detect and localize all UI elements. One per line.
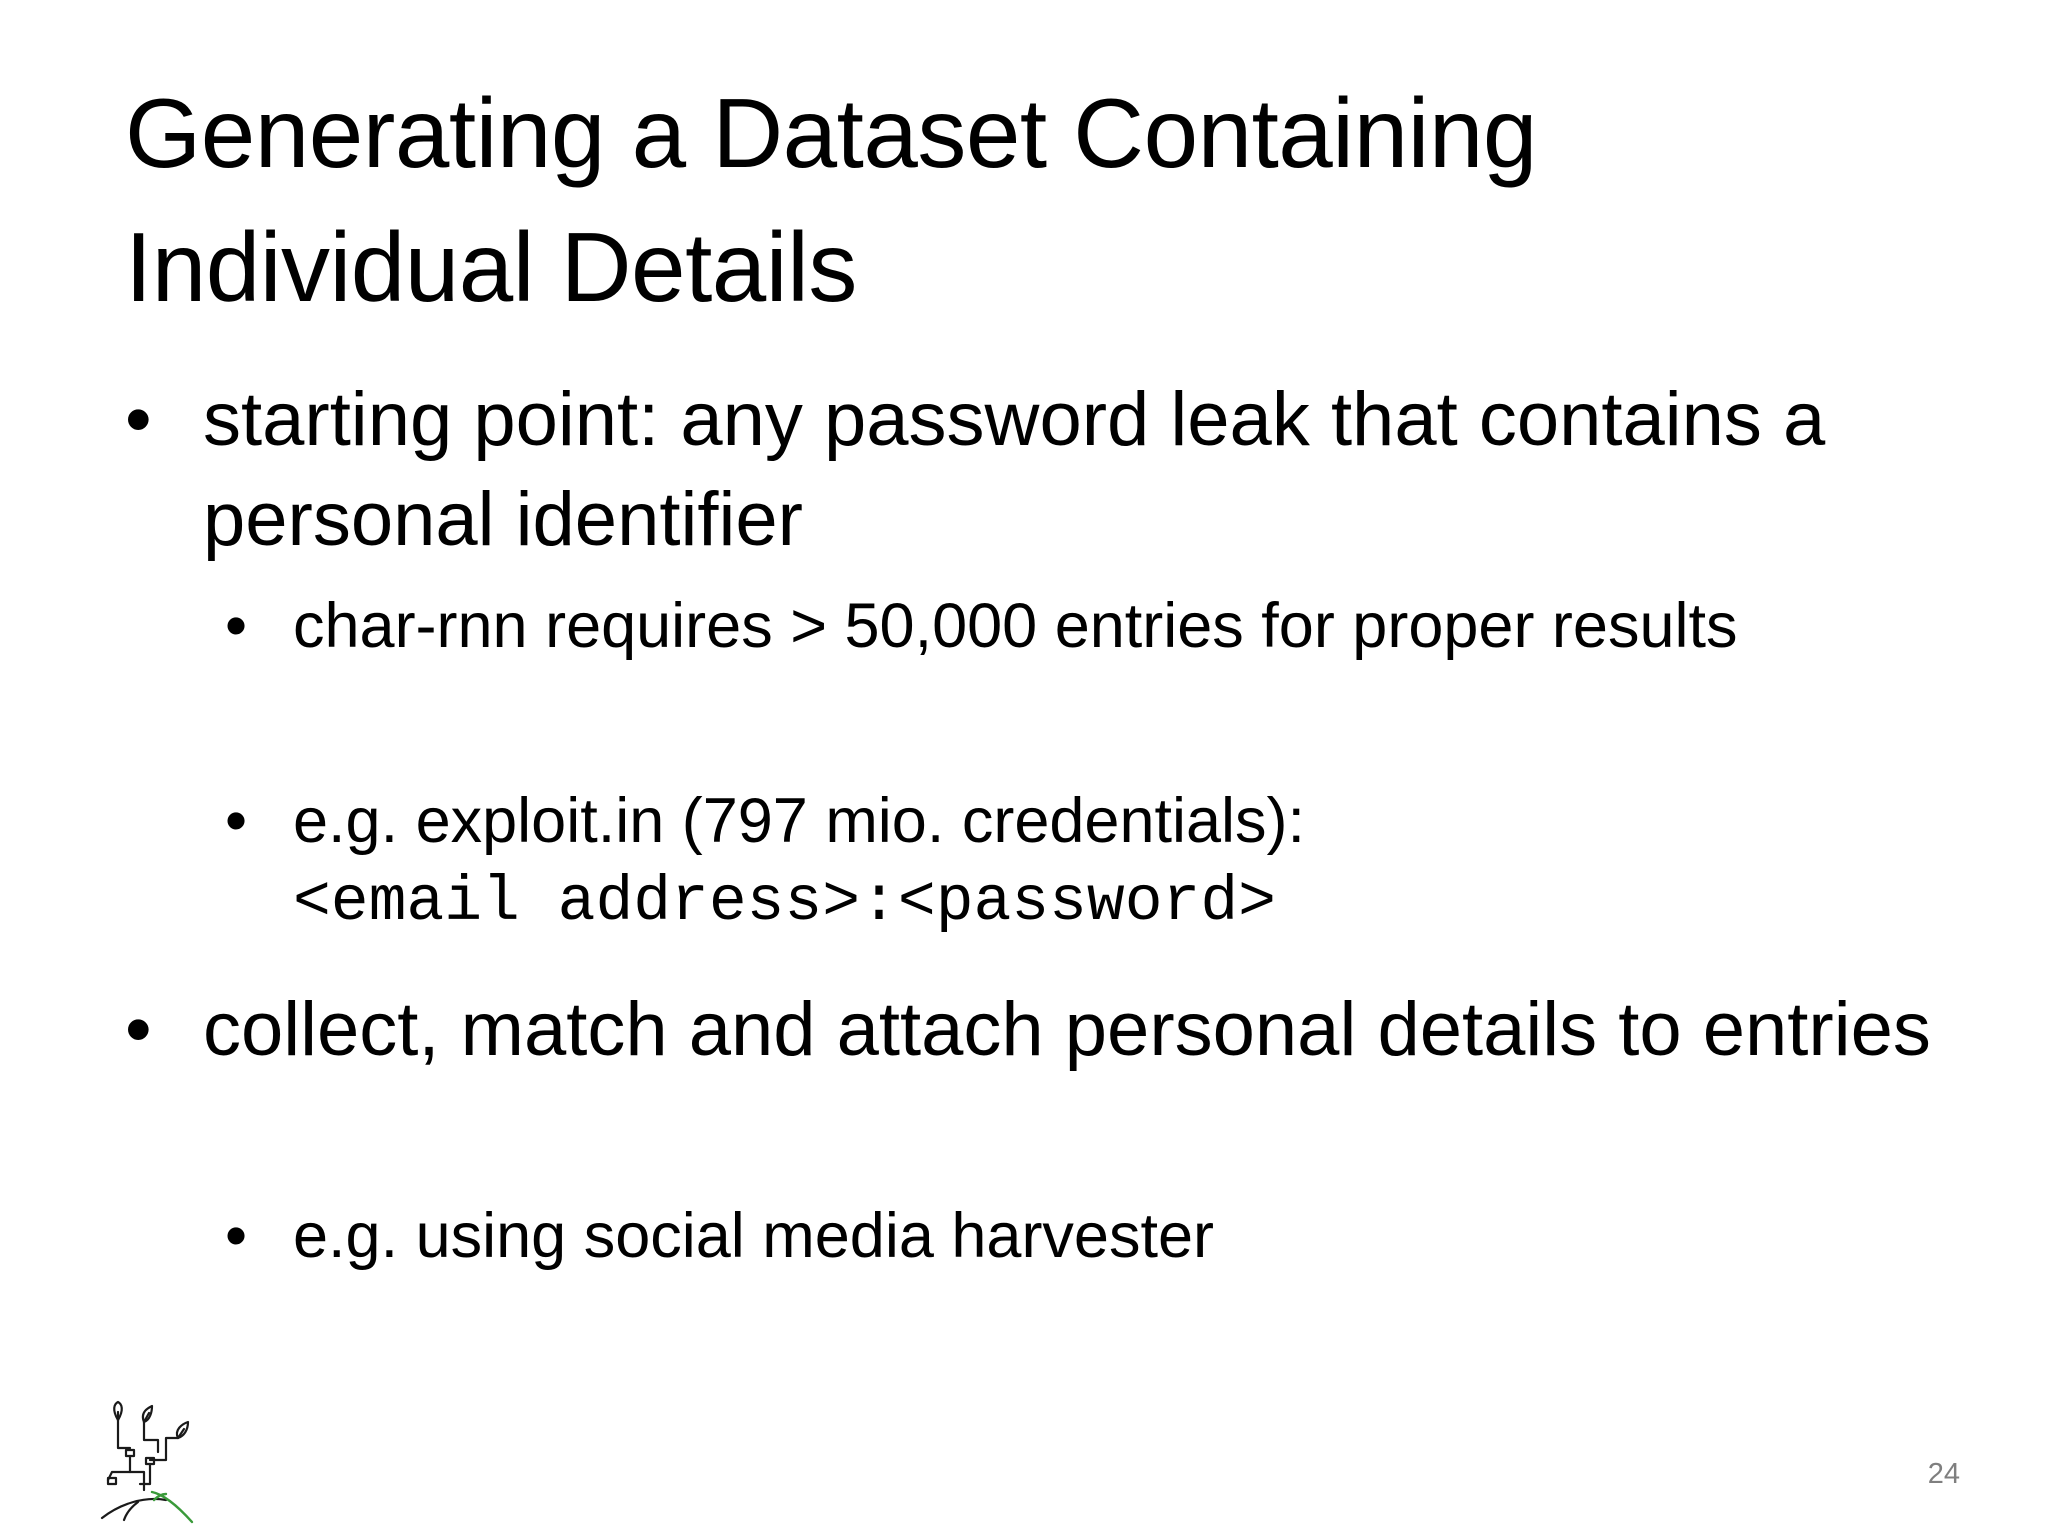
- bullet-item: [125, 370, 1975, 570]
- page-number: 24: [1927, 1458, 1960, 1490]
- bullet-dot-icon: •: [225, 591, 248, 661]
- bullet-text: collect, match and attach personal details to entries: [203, 987, 1931, 1072]
- sub-bullet-text: [293, 780, 1905, 943]
- sub-bullet-text: e.g. using social media harvester: [293, 1201, 1214, 1271]
- sub-bullet-item: [225, 780, 1905, 943]
- code-snippet: <email address>:<password>: [293, 867, 1276, 938]
- sub-bullet-text: char-rnn requires > 50,000 entries for proper results: [293, 591, 1738, 661]
- bullet-dot-icon: •: [225, 1201, 248, 1271]
- slide-title-line-1: Generating a Dataset Containing: [125, 78, 1537, 188]
- sub-bullet-text-line: e.g. exploit.in (797 mio. credentials):: [293, 786, 1305, 856]
- tree-circuit-logo-icon: [100, 1400, 210, 1525]
- bullet-text: starting point: any password leak that contains a personal identifier: [203, 377, 1826, 562]
- bullet-dot-icon: •: [125, 377, 152, 462]
- bullet-dot-icon: •: [225, 786, 248, 856]
- slide-title-line-2: Individual Details: [125, 212, 857, 322]
- sub-bullet-item: [225, 1195, 1905, 1278]
- sub-bullet-item: [225, 585, 1905, 668]
- slide-title: [125, 66, 1905, 334]
- bullet-dot-icon: •: [125, 987, 152, 1072]
- bullet-item: [125, 980, 1975, 1080]
